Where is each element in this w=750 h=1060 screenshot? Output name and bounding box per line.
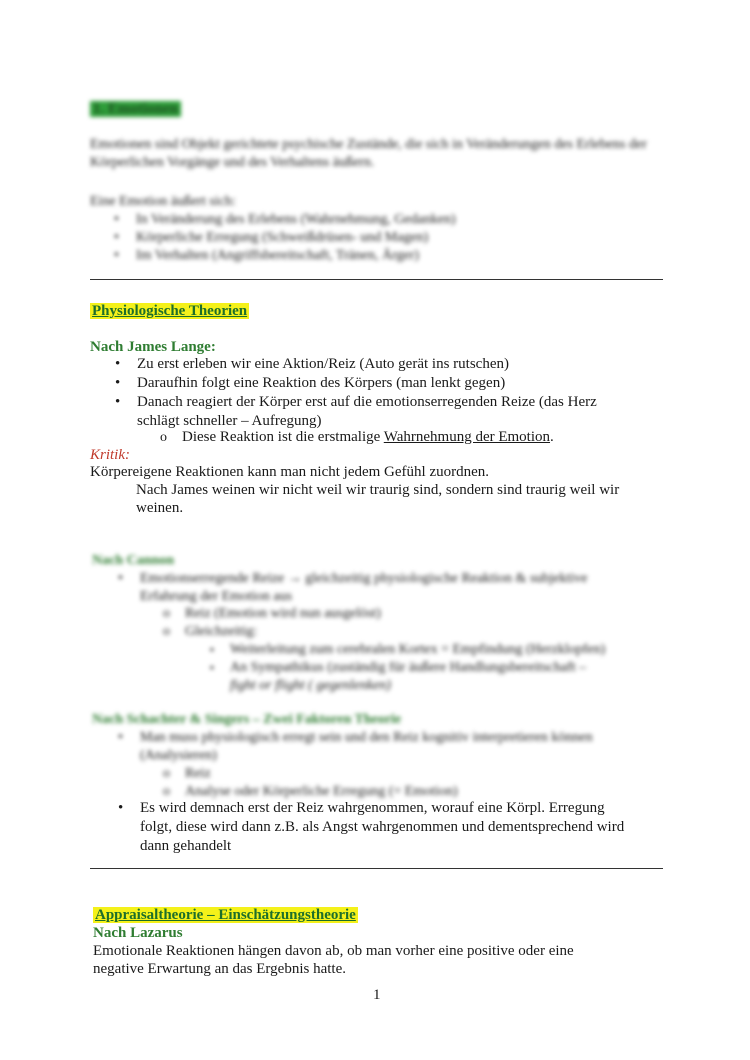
appraisal-heading-wrap bbox=[93, 906, 358, 925]
schachter-bullet-line1: • Man muss physiologisch erregt sein und den Reiz kognitiv interpretieren können bbox=[140, 730, 593, 745]
section-heading-emotionen: 1. Emotionen bbox=[90, 101, 181, 117]
subsub2-line2: fight or flight ( gegenlenken) bbox=[230, 678, 391, 693]
page-number: 1 bbox=[373, 987, 381, 1003]
kritik-label: Kritik: bbox=[90, 447, 130, 463]
list-item: • Daraufhin folgt eine Reaktion des Körpers (man lenkt gegen) bbox=[137, 374, 657, 393]
sub-underlined: Wahrnehmung der Emotion bbox=[383, 429, 551, 445]
schachter-sublist bbox=[185, 765, 458, 801]
subsub2-line1: ▪ An Sympathikus (zuständig für äußere Handlungsbereitschaft – bbox=[230, 660, 587, 675]
definition-text: Emotionen sind Objekt gerichtete psychische Zustände, die sich in Veränderungen des Erlebens der Körperlichen Vorgänge und des Verhaltens äußern. bbox=[90, 137, 647, 170]
james-lange-sublist bbox=[182, 428, 554, 447]
list-item bbox=[182, 428, 554, 447]
list-item: • Im Verhalten (Angriffsbereitschaft, Tränen, Ärger) bbox=[136, 247, 456, 265]
james-note-line2: weinen. bbox=[136, 500, 184, 516]
list-item: o Reiz bbox=[185, 765, 458, 783]
schachter-b2-line2: folgt, diese wird dann z.B. als Angst wahrgenommen und dementsprechend wird bbox=[140, 819, 625, 835]
schachter-list-2 bbox=[140, 799, 660, 856]
bullet3-line2: schlägt schneller – Aufregung) bbox=[137, 413, 322, 429]
list-item: o Analyse oder Körperliche Erregung (= Emotion) bbox=[185, 783, 458, 801]
schachter-title: Nach Schachter & Singers – Zwei Faktoren Theorie bbox=[92, 712, 402, 727]
list-item: o Gleichzeitig: bbox=[185, 623, 381, 641]
cannon-sublist bbox=[185, 605, 381, 641]
list-item: • Körperliche Erregung (Schweißdrüsen- und Magen) bbox=[136, 229, 456, 247]
appraisal-heading: Appraisaltheorie – Einschätzungstheorie bbox=[95, 907, 356, 923]
divider bbox=[90, 868, 663, 869]
cannon-bullet-line1: • Emotionserregende Reize → gleichzeitig physiologische Reaktion & subjektive bbox=[140, 571, 588, 586]
cannon-title: Nach Cannon bbox=[92, 553, 175, 568]
emotion-intro: Eine Emotion äußert sich: bbox=[90, 194, 236, 209]
kritik-text: Körpereigene Reaktionen kann man nicht jedem Gefühl zuordnen. bbox=[90, 464, 490, 480]
cannon-subsublist bbox=[230, 641, 660, 695]
schachter-list bbox=[140, 729, 660, 765]
physio-heading: Physiologische Theorien bbox=[92, 303, 248, 319]
list-item: • Zu erst erleben wir eine Aktion/Reiz (Auto gerät ins rutschen) bbox=[137, 355, 657, 374]
list-item bbox=[137, 393, 657, 431]
james-lange-list bbox=[137, 355, 657, 431]
list-item: o Reiz (Emotion wird nun ausgelöst) bbox=[185, 605, 381, 623]
schachter-b2-line3: dann gehandelt bbox=[140, 838, 232, 854]
cannon-bullet-line2: Erfahrung der Emotion aus bbox=[140, 589, 293, 604]
list-item: • In Veränderung des Erlebens (Wahrnehmung, Gedanken) bbox=[136, 211, 456, 229]
appraisal-line1: Emotionale Reaktionen hängen davon ab, ob man vorher eine positive oder eine bbox=[93, 943, 574, 959]
list-item bbox=[140, 570, 650, 606]
sub-prefix: Diese Reaktion ist die erstmalige bbox=[182, 429, 384, 445]
schachter-bullet-line2: (Analysieren) bbox=[140, 748, 217, 763]
list-item: ▪ Weiterleitung zum cerebralen Kortex = Empfindung (Herzklopfen) bbox=[230, 641, 660, 659]
bullet3-line1: • Danach reagiert der Körper erst auf die emotionserregenden Reize (das Herz bbox=[137, 394, 597, 410]
james-lange-title: Nach James Lange: bbox=[90, 339, 216, 355]
sub-suffix: . bbox=[550, 429, 554, 445]
list-item bbox=[230, 659, 660, 695]
divider bbox=[90, 279, 663, 280]
list-item bbox=[140, 799, 660, 856]
section-emotionen bbox=[90, 100, 181, 119]
james-note-line1: Nach James weinen wir nicht weil wir traurig sind, sondern sind traurig weil wir bbox=[136, 482, 620, 498]
physio-heading-wrap bbox=[90, 302, 249, 321]
cannon-list bbox=[140, 570, 650, 606]
list-item bbox=[140, 729, 660, 765]
lazarus-title: Nach Lazarus bbox=[93, 925, 183, 941]
emotion-list bbox=[136, 211, 456, 265]
schachter-b2-line1: • Es wird demnach erst der Reiz wahrgenommen, worauf eine Körpl. Erregung bbox=[140, 800, 605, 816]
appraisal-line2: negative Erwartung an das Ergebnis hatte. bbox=[93, 961, 346, 977]
